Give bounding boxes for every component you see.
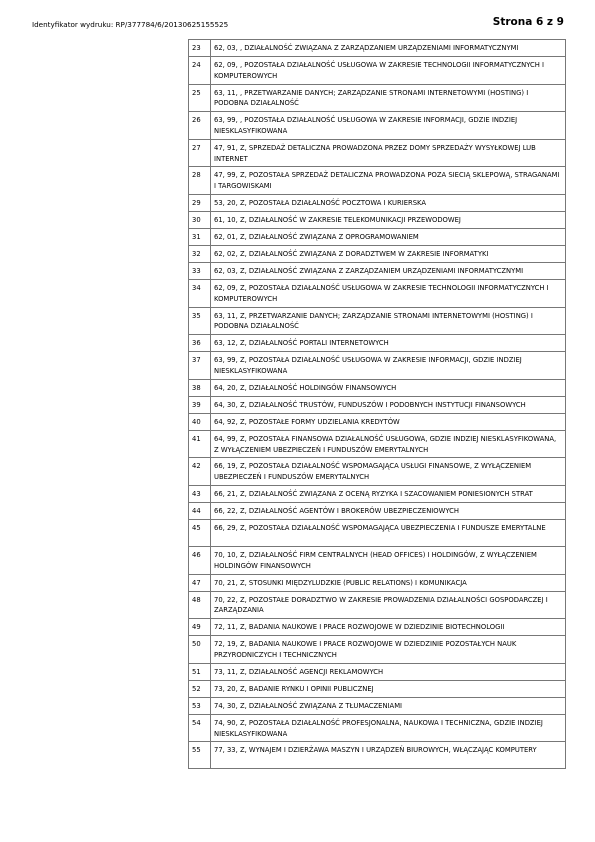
- table-row: [189, 396, 566, 413]
- activity-description: 73, 11, Z, DZIAŁALNOŚĆ AGENCJI REKLAMOWYCH: [211, 663, 566, 680]
- table-row: [189, 485, 566, 502]
- table-row: [189, 619, 566, 636]
- row-number: 52: [189, 680, 211, 697]
- row-number: 26: [189, 112, 211, 140]
- table-row: [189, 167, 566, 195]
- table-row: [189, 546, 566, 574]
- row-number: 39: [189, 396, 211, 413]
- page-number: Strona 6 z 9: [492, 16, 564, 28]
- activity-description: 53, 20, Z, POZOSTAŁA DZIAŁALNOŚĆ POCZTOWA I KURIERSKA: [211, 194, 566, 211]
- activity-description: 66, 22, Z, DZIAŁALNOŚĆ AGENTÓW I BROKERÓW UBEZPIECZENIOWYCH: [211, 502, 566, 519]
- row-number: 23: [189, 40, 211, 57]
- activity-description: 63, 99, , POZOSTAŁA DZIAŁALNOŚĆ USŁUGOWA W ZAKRESIE INFORMACJI, GDZIE INDZIEJ NIESKLASYFIKOWANA: [211, 112, 566, 140]
- activity-description: 66, 29, Z, POZOSTAŁA DZIAŁALNOŚĆ WSPOMAGAJĄCA UBEZPIECZENIA I FUNDUSZE EMERYTALNE: [211, 519, 566, 546]
- row-number: 46: [189, 546, 211, 574]
- table-row: [189, 279, 566, 307]
- row-number: 53: [189, 697, 211, 714]
- table-row: [189, 139, 566, 167]
- table-row: [189, 84, 566, 112]
- row-number: 27: [189, 139, 211, 167]
- row-number: 29: [189, 194, 211, 211]
- activity-description: 72, 19, Z, BADANIA NAUKOWE I PRACE ROZWOJOWE W DZIEDZINIE POZOSTAŁYCH NAUK PRZYRODNICZYCH I TECHNICZNYCH: [211, 636, 566, 664]
- table-row: [189, 211, 566, 228]
- activity-description: 64, 30, Z, DZIAŁALNOŚĆ TRUSTÓW, FUNDUSZÓW I PODOBNYCH INSTYTUCJI FINANSOWYCH: [211, 396, 566, 413]
- activity-description: 74, 30, Z, DZIAŁALNOŚĆ ZWIĄZANA Z TŁUMACZENIAMI: [211, 697, 566, 714]
- row-number: 34: [189, 279, 211, 307]
- table-row: [189, 742, 566, 769]
- activity-description: 72, 11, Z, BADANIA NAUKOWE I PRACE ROZWOJOWE W DZIEDZINIE BIOTECHNOLOGII: [211, 619, 566, 636]
- activity-description: 64, 99, Z, POZOSTAŁA FINANSOWA DZIAŁALNOŚĆ USŁUGOWA, GDZIE INDZIEJ NIESKLASYFIKOWANA, Z WYŁĄCZENIEM UBEZPIECZEŃ I FUNDUSZÓW EMERYTALNYCH: [211, 430, 566, 458]
- pkd-activity-table: [188, 39, 566, 769]
- table-row: [189, 680, 566, 697]
- row-number: 24: [189, 57, 211, 85]
- row-number: 40: [189, 413, 211, 430]
- activity-description: 77, 33, Z, WYNAJEM I DZIERŻAWA MASZYN I URZĄDZEŃ BIUROWYCH, WŁĄCZAJĄC KOMPUTERY: [211, 742, 566, 769]
- table-row: [189, 379, 566, 396]
- activity-description: 47, 91, Z, SPRZEDAŻ DETALICZNA PROWADZONA PRZEZ DOMY SPRZEDAŻY WYSYŁKOWEJ LUB INTERNET: [211, 139, 566, 167]
- activity-description: 62, 03, , DZIAŁALNOŚĆ ZWIĄZANA Z ZARZĄDZANIEM URZĄDZENIAMI INFORMATYCZNYMI: [211, 40, 566, 57]
- activity-description: 62, 09, Z, POZOSTAŁA DZIAŁALNOŚĆ USŁUGOWA W ZAKRESIE TECHNOLOGII INFORMATYCZNYCH I KOMPUTEROWYCH: [211, 279, 566, 307]
- row-number: 55: [189, 742, 211, 769]
- row-number: 43: [189, 485, 211, 502]
- activity-description: 70, 21, Z, STOSUNKI MIĘDZYLUDZKIE (PUBLIC RELATIONS) I KOMUNIKACJA: [211, 574, 566, 591]
- activity-description: 63, 11, , PRZETWARZANIE DANYCH; ZARZĄDZANIE STRONAMI INTERNETOWYMI (HOSTING) I PODOBNA DZIAŁALNOŚĆ: [211, 84, 566, 112]
- activity-description: 62, 09, , POZOSTAŁA DZIAŁALNOŚĆ USŁUGOWA W ZAKRESIE TECHNOLOGII INFORMATYCZNYCH I KOMPUTEROWYCH: [211, 57, 566, 85]
- row-number: 30: [189, 211, 211, 228]
- row-number: 25: [189, 84, 211, 112]
- activity-description: 70, 10, Z, DZIAŁALNOŚĆ FIRM CENTRALNYCH (HEAD OFFICES) I HOLDINGÓW, Z WYŁĄCZENIEM HOLDINGÓW FINANSOWYCH: [211, 546, 566, 574]
- row-number: 49: [189, 619, 211, 636]
- table-row: [189, 307, 566, 335]
- table-row: [189, 502, 566, 519]
- table-row: [189, 574, 566, 591]
- row-number: 32: [189, 245, 211, 262]
- table-row: [189, 194, 566, 211]
- table-row: [189, 591, 566, 619]
- activity-description: 47, 99, Z, POZOSTAŁA SPRZEDAŻ DETALICZNA PROWADZONA POZA SIECIĄ SKLEPOWĄ, STRAGANAMI I TARGOWISKAMI: [211, 167, 566, 195]
- table-row: [189, 458, 566, 486]
- table-row: [189, 413, 566, 430]
- table-row: [189, 112, 566, 140]
- table-row: [189, 636, 566, 664]
- activity-description: 64, 20, Z, DZIAŁALNOŚĆ HOLDINGÓW FINANSOWYCH: [211, 379, 566, 396]
- table-row: [189, 57, 566, 85]
- table-row: [189, 228, 566, 245]
- row-number: 45: [189, 519, 211, 546]
- table-row: [189, 697, 566, 714]
- activity-description: 63, 11, Z, PRZETWARZANIE DANYCH; ZARZĄDZANIE STRONAMI INTERNETOWYMI (HOSTING) I PODOBNA DZIAŁALNOŚĆ: [211, 307, 566, 335]
- activity-description: 62, 01, Z, DZIAŁALNOŚĆ ZWIĄZANA Z OPROGRAMOWANIEM: [211, 228, 566, 245]
- row-number: 37: [189, 352, 211, 380]
- table-row: [189, 262, 566, 279]
- activity-description: 70, 22, Z, POZOSTAŁE DORADZTWO W ZAKRESIE PROWADZENIA DZIAŁALNOŚCI GOSPODARCZEJ I ZARZĄDZANIA: [211, 591, 566, 619]
- row-number: 28: [189, 167, 211, 195]
- row-number: 33: [189, 262, 211, 279]
- row-number: 47: [189, 574, 211, 591]
- print-identifier: Identyfikator wydruku: RP/377784/6/20130625155525: [32, 20, 229, 29]
- activity-description: 66, 21, Z, DZIAŁALNOŚĆ ZWIĄZANA Z OCENĄ RYZYKA I SZACOWANIEM PONIESIONYCH STRAT: [211, 485, 566, 502]
- row-number: 42: [189, 458, 211, 486]
- row-number: 38: [189, 379, 211, 396]
- activity-description: 73, 20, Z, BADANIE RYNKU I OPINII PUBLICZNEJ: [211, 680, 566, 697]
- row-number: 31: [189, 228, 211, 245]
- row-number: 54: [189, 714, 211, 742]
- activity-description: 63, 12, Z, DZIAŁALNOŚĆ PORTALI INTERNETOWYCH: [211, 335, 566, 352]
- activity-description: 74, 90, Z, POZOSTAŁA DZIAŁALNOŚĆ PROFESJONALNA, NAUKOWA I TECHNICZNA, GDZIE INDZIEJ NIESKLASYFIKOWANA: [211, 714, 566, 742]
- table-row: [189, 714, 566, 742]
- table-row: [189, 519, 566, 546]
- row-number: 35: [189, 307, 211, 335]
- activity-description: 61, 10, Z, DZIAŁALNOŚĆ W ZAKRESIE TELEKOMUNIKACJI PRZEWODOWEJ: [211, 211, 566, 228]
- activity-description: 62, 02, Z, DZIAŁALNOŚĆ ZWIĄZANA Z DORADZTWEM W ZAKRESIE INFORMATYKI: [211, 245, 566, 262]
- table-row: [189, 245, 566, 262]
- table-row: [189, 40, 566, 57]
- activity-description: 64, 92, Z, POZOSTAŁE FORMY UDZIELANIA KREDYTÓW: [211, 413, 566, 430]
- table-row: [189, 352, 566, 380]
- row-number: 51: [189, 663, 211, 680]
- row-number: 48: [189, 591, 211, 619]
- table-row: [189, 335, 566, 352]
- activity-description: 62, 03, Z, DZIAŁALNOŚĆ ZWIĄZANA Z ZARZĄDZANIEM URZĄDZENIAMI INFORMATYCZNYMI: [211, 262, 566, 279]
- table-row: [189, 430, 566, 458]
- activity-description: 63, 99, Z, POZOSTAŁA DZIAŁALNOŚĆ USŁUGOWA W ZAKRESIE INFORMACJI, GDZIE INDZIEJ NIESKLASYFIKOWANA: [211, 352, 566, 380]
- table-row: [189, 663, 566, 680]
- row-number: 36: [189, 335, 211, 352]
- row-number: 50: [189, 636, 211, 664]
- activity-description: 66, 19, Z, POZOSTAŁA DZIAŁALNOŚĆ WSPOMAGAJĄCA USŁUGI FINANSOWE, Z WYŁĄCZENIEM UBEZPIECZEŃ I FUNDUSZÓW EMERYTALNYCH: [211, 458, 566, 486]
- row-number: 41: [189, 430, 211, 458]
- row-number: 44: [189, 502, 211, 519]
